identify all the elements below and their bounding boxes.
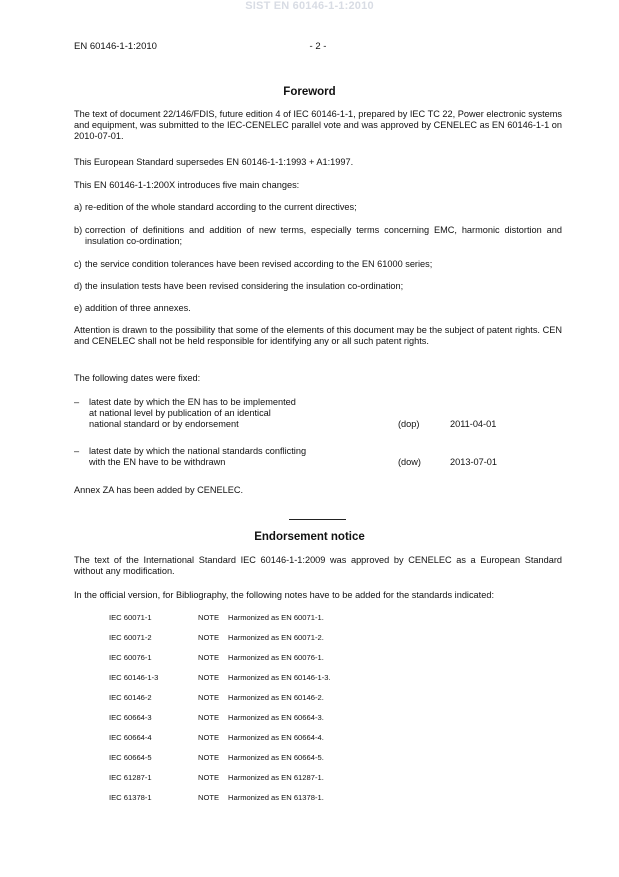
ref-harmonized: Harmonized as EN 60071-2. [228, 633, 324, 642]
dow-line: with the EN have to be withdrawn [89, 457, 226, 467]
ref-iec-number: IEC 60071-2 [109, 633, 152, 642]
ref-harmonized: Harmonized as EN 60146-2. [228, 693, 324, 702]
ref-harmonized: Harmonized as EN 60146-1-3. [228, 673, 331, 682]
endorsement-title: Endorsement notice [254, 531, 365, 543]
bibliography-intro: In the official version, for Bibliography, the following notes have to be added for the standards indicated: [74, 590, 494, 600]
ref-iec-number: IEC 60146-1-3 [109, 673, 159, 682]
ref-note-label: NOTE [198, 773, 220, 782]
ref-harmonized: Harmonized as EN 60664-4. [228, 733, 324, 742]
ref-harmonized: Harmonized as EN 60076-1. [228, 653, 324, 662]
change-item [74, 202, 562, 213]
ref-note-label: NOTE [198, 713, 220, 722]
dop-line: national standard or by endorsement [89, 419, 239, 429]
foreword-paragraph: The text of document 22/146/FDIS, future edition 4 of IEC 60146-1-1, prepared by IEC TC 22, Power electronic systems and equipment, was submitted to the IEC-CENELEC parallel vote and was approved by CENELEC as EN 60146-1-1 on 2010-07-01. [74, 109, 562, 141]
annex-paragraph: Annex ZA has been added by CENELEC. [74, 485, 244, 495]
ref-note-label: NOTE [198, 693, 220, 702]
ref-iec-number: IEC 60076-1 [109, 653, 152, 662]
change-label: d) [74, 281, 83, 291]
ref-harmonized: Harmonized as EN 61378-1. [228, 793, 324, 802]
ref-note-label: NOTE [198, 613, 220, 622]
watermark: SIST EN 60146-1-1:2010 [245, 0, 374, 12]
dow-abbreviation: (dow) [398, 457, 421, 467]
ref-iec-number: IEC 60071-1 [109, 613, 152, 622]
ref-harmonized: Harmonized as EN 60071-1. [228, 613, 324, 622]
ref-iec-number: IEC 60664-3 [109, 713, 152, 722]
change-label: e) [74, 303, 83, 313]
change-item [74, 259, 562, 270]
change-text: the service condition tolerances have been revised according to the EN 61000 series; [85, 259, 433, 269]
ref-iec-number: IEC 60664-4 [109, 733, 152, 742]
header-doc-id: EN 60146-1-1:2010 [74, 41, 157, 52]
change-label: a) [74, 202, 83, 212]
change-text: the insulation tests have been revised considering the insulation co-ordination; [85, 281, 404, 291]
header-page-number: - 2 - [309, 41, 327, 52]
ref-note-label: NOTE [198, 793, 220, 802]
ref-note-label: NOTE [198, 673, 220, 682]
dop-description [89, 397, 349, 430]
dop-abbreviation: (dop) [398, 419, 420, 429]
dash-bullet: – [74, 446, 80, 456]
dow-date: 2013-07-01 [450, 457, 497, 467]
section-divider [289, 519, 346, 520]
change-item [74, 303, 562, 314]
change-text: addition of three annexes. [85, 303, 191, 313]
change-item [74, 281, 562, 292]
ref-note-label: NOTE [198, 753, 220, 762]
ref-iec-number: IEC 61287-1 [109, 773, 152, 782]
supersedes-paragraph: This European Standard supersedes EN 60146-1-1:1993 + A1:1997. [74, 157, 354, 167]
endorsement-paragraph: The text of the International Standard IEC 60146-1-1:2009 was approved by CENELEC as a European Standard without any modification. [74, 555, 562, 576]
dow-description [89, 446, 349, 468]
dop-date: 2011-04-01 [450, 419, 497, 429]
change-text: re-edition of the whole standard according to the current directives; [85, 202, 357, 212]
change-label: b) [74, 225, 83, 235]
ref-note-label: NOTE [198, 733, 220, 742]
dash-bullet: – [74, 397, 80, 407]
ref-iec-number: IEC 61378-1 [109, 793, 152, 802]
dop-line: latest date by which the EN has to be implemented [89, 397, 296, 407]
dates-intro: The following dates were fixed: [74, 373, 201, 383]
ref-harmonized: Harmonized as EN 60664-3. [228, 713, 324, 722]
ref-iec-number: IEC 60146-2 [109, 693, 152, 702]
dow-line: latest date by which the national standards conflicting [89, 446, 307, 456]
change-label: c) [74, 259, 82, 269]
ref-harmonized: Harmonized as EN 61287-1. [228, 773, 324, 782]
changes-intro: This EN 60146-1-1:200X introduces five main changes: [74, 180, 300, 190]
patent-paragraph: Attention is drawn to the possibility that some of the elements of this document may be the subject of patent rights. CEN and CENELEC shall not be held responsible for identifying any or all such patent rights. [74, 325, 562, 346]
change-item [74, 225, 562, 247]
dop-line: at national level by publication of an identical [89, 408, 271, 418]
foreword-title: Foreword [283, 86, 336, 98]
ref-iec-number: IEC 60664-5 [109, 753, 152, 762]
ref-note-label: NOTE [198, 633, 220, 642]
ref-note-label: NOTE [198, 653, 220, 662]
change-text: correction of definitions and addition of new terms, especially terms concerning EMC, harmonic distortion and insulation co-ordination; [85, 225, 562, 246]
ref-harmonized: Harmonized as EN 60664-5. [228, 753, 324, 762]
